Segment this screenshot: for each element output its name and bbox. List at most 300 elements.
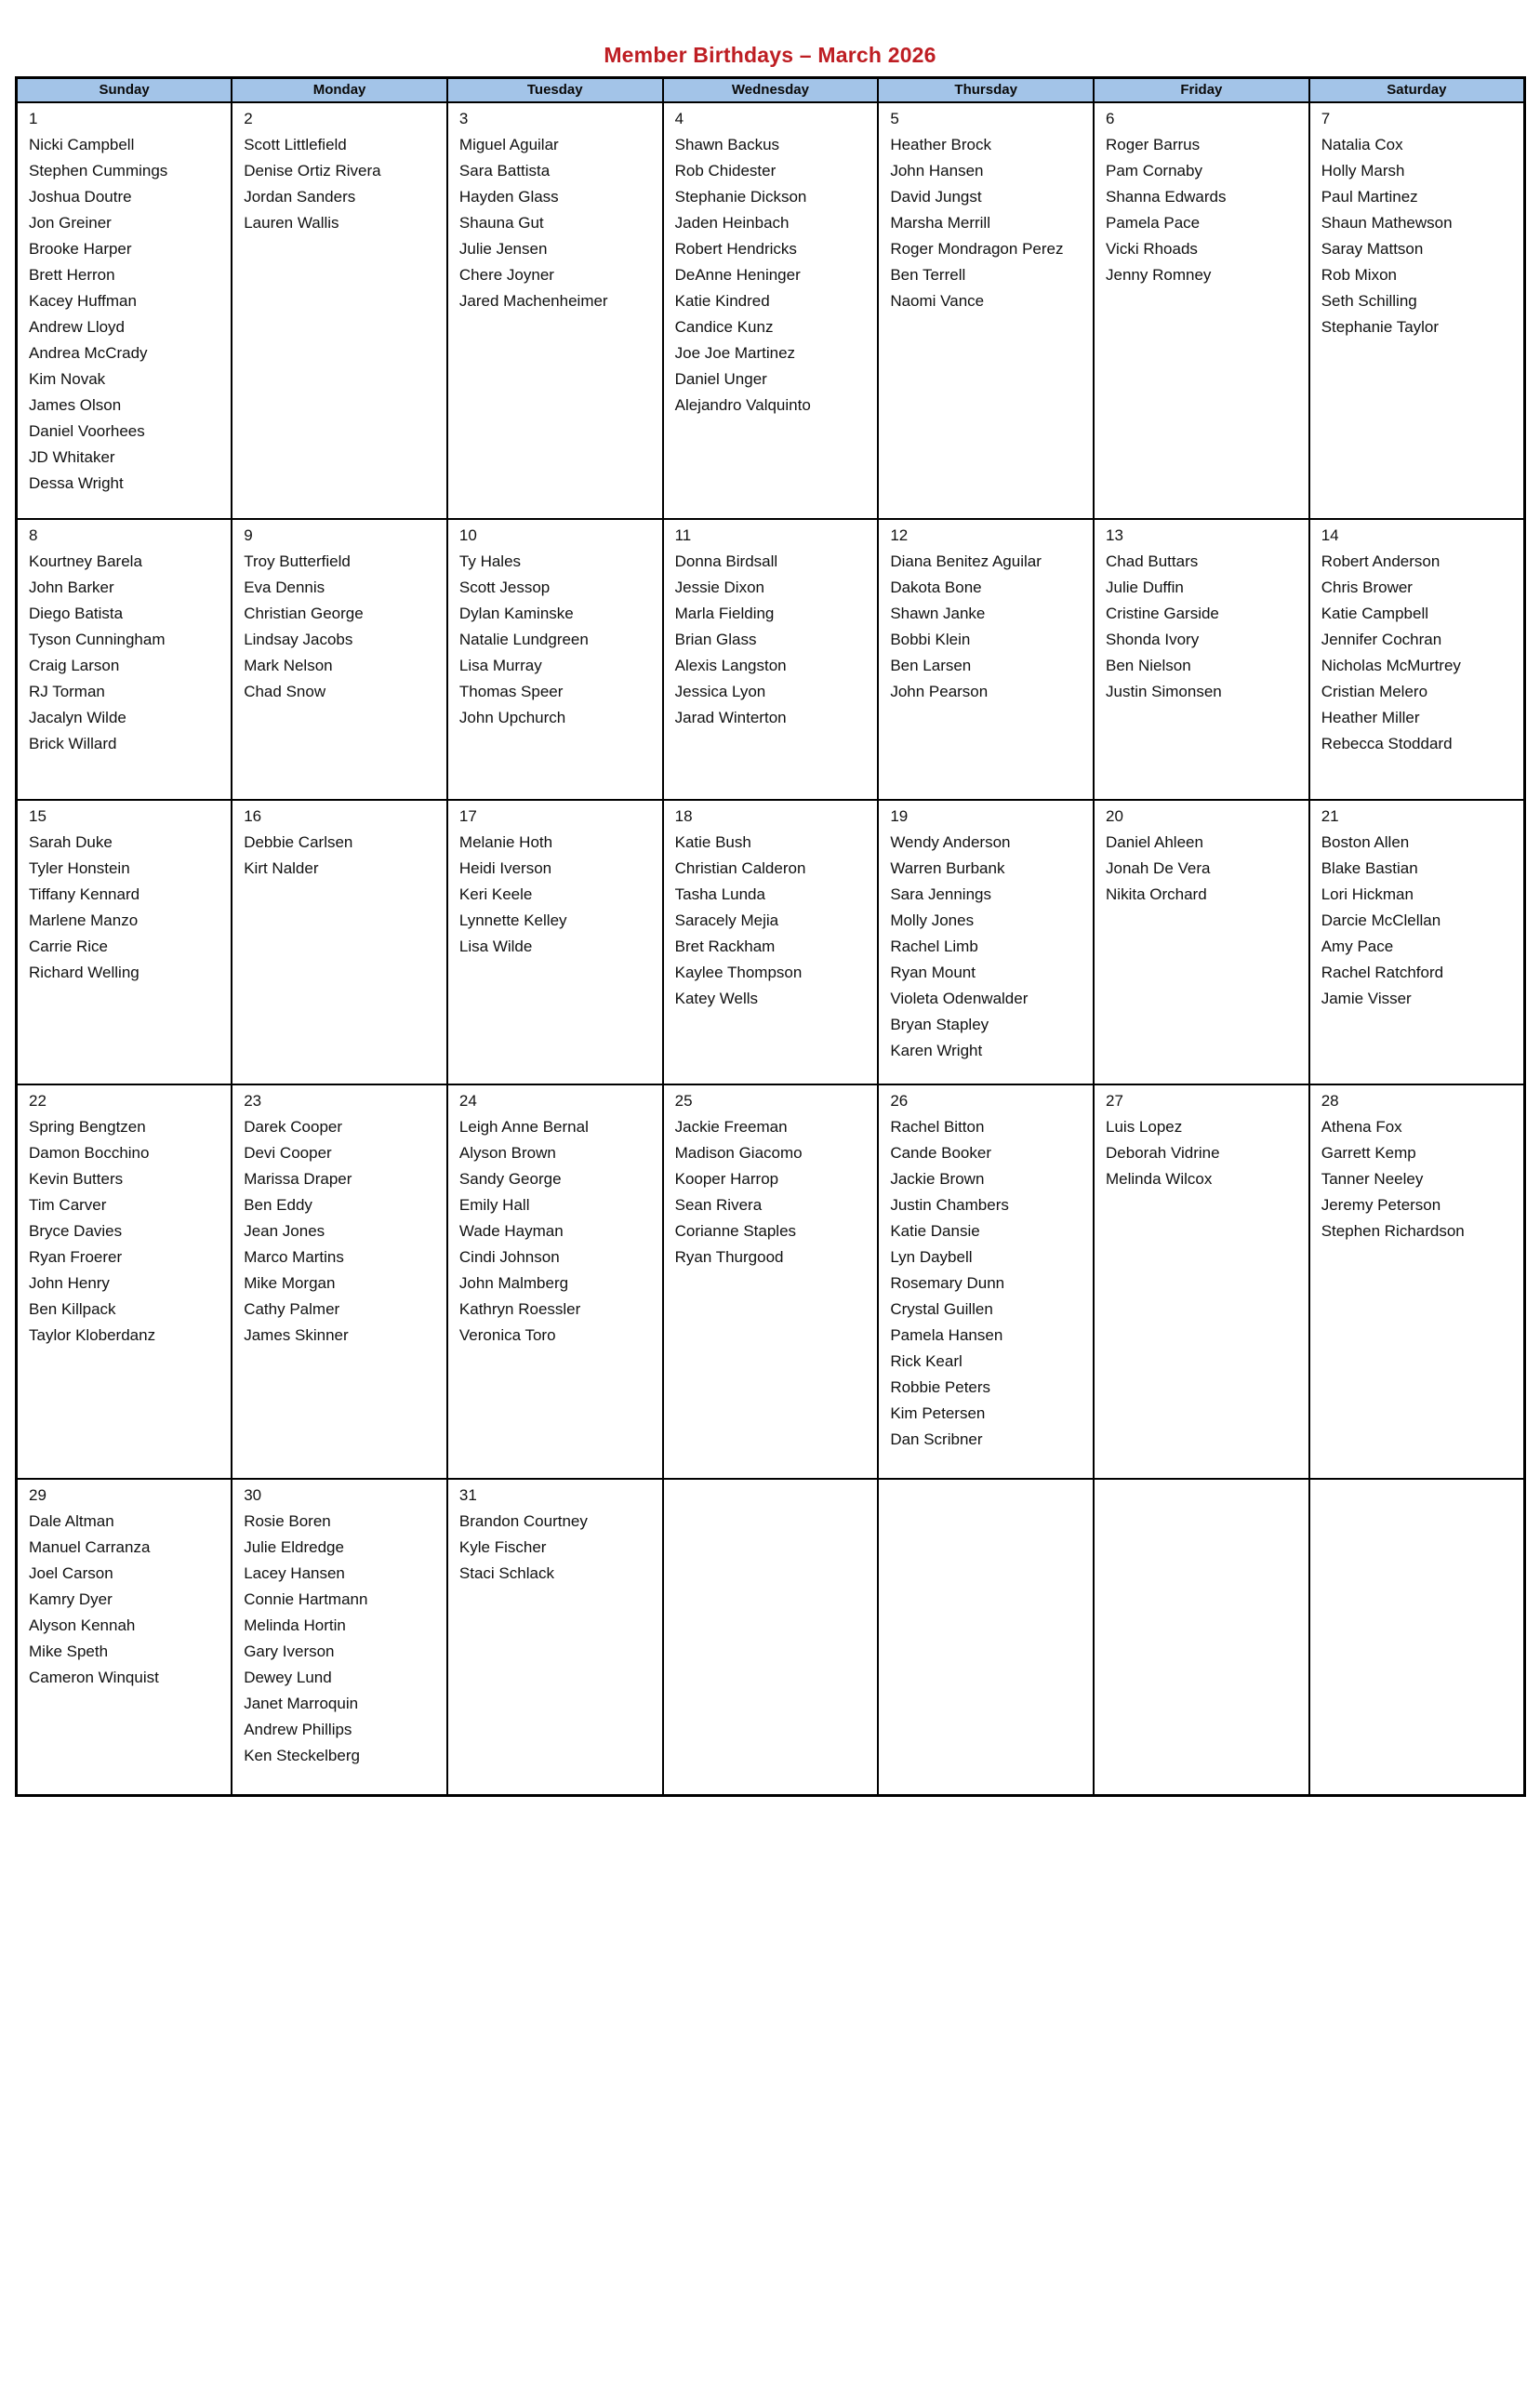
- member-name: Jeremy Peterson: [1321, 1195, 1441, 1214]
- member-name: Jaden Heinbach: [674, 213, 790, 232]
- member-name: Shanna Edwards: [1106, 187, 1227, 206]
- member-name: Stephen Cummings: [29, 161, 168, 180]
- calendar-cell-day-7: [1309, 102, 1525, 519]
- calendar-body: [17, 102, 1525, 1796]
- day-number: 2: [244, 109, 253, 127]
- member-name: DeAnne Heninger: [674, 265, 801, 284]
- weekday-header-friday: Friday: [1094, 78, 1309, 102]
- member-name: Dakota Bone: [890, 578, 982, 596]
- member-name: Ryan Thurgood: [674, 1247, 784, 1266]
- member-name: Devi Cooper: [244, 1143, 332, 1162]
- member-name: Bret Rackham: [674, 937, 776, 955]
- member-name: Taylor Kloberdanz: [29, 1325, 156, 1344]
- member-name: Carrie Rice: [29, 937, 109, 955]
- member-name: Daniel Unger: [674, 369, 767, 388]
- member-name: John Barker: [29, 578, 114, 596]
- day-number: 7: [1321, 109, 1331, 127]
- member-name: Melinda Wilcox: [1106, 1169, 1213, 1188]
- member-name: Chad Snow: [244, 682, 326, 700]
- day-number: 27: [1106, 1091, 1123, 1110]
- day-number: 11: [674, 525, 692, 544]
- calendar-cell-day-29: [17, 1479, 232, 1796]
- member-name: Brett Herron: [29, 265, 115, 284]
- calendar-cell-day-13: [1094, 519, 1309, 800]
- member-name: Rachel Limb: [890, 937, 978, 955]
- member-name: Spring Bengtzen: [29, 1117, 146, 1136]
- day-number: 13: [1106, 525, 1123, 544]
- week-row: [17, 800, 1525, 1084]
- calendar-cell-day-12: [878, 519, 1094, 800]
- day-number: 8: [29, 525, 38, 544]
- member-name: Jordan Sanders: [244, 187, 356, 206]
- member-name: Garrett Kemp: [1321, 1143, 1416, 1162]
- member-name: Daniel Voorhees: [29, 421, 145, 440]
- calendar-cell-empty: [878, 1479, 1094, 1796]
- member-name: Joe Joe Martinez: [674, 343, 796, 362]
- member-name: Paul Martinez: [1321, 187, 1418, 206]
- member-name: Shauna Gut: [458, 213, 544, 232]
- member-name: Brooke Harper: [29, 239, 132, 258]
- member-name: Roger Barrus: [1106, 135, 1201, 153]
- member-name: Vicki Rhoads: [1106, 239, 1198, 258]
- member-name: Katie Campbell: [1321, 604, 1428, 622]
- member-name: Andrew Lloyd: [29, 317, 126, 336]
- member-name: Cameron Winquist: [29, 1668, 159, 1686]
- calendar-cell-day-5: [878, 102, 1094, 519]
- member-name: Stephanie Taylor: [1321, 317, 1440, 336]
- member-name: Deborah Vidrine: [1106, 1143, 1220, 1162]
- member-name: Natalie Lundgreen: [458, 630, 589, 648]
- member-name: Julie Duffin: [1106, 578, 1184, 596]
- member-name: Athena Fox: [1321, 1117, 1402, 1136]
- member-name: Natalia Cox: [1321, 135, 1403, 153]
- member-name: Shawn Backus: [674, 135, 780, 153]
- day-number: 1: [29, 109, 38, 127]
- day-number: 25: [674, 1091, 693, 1110]
- member-name: Ben Terrell: [890, 265, 966, 284]
- member-name: Katie Dansie: [890, 1221, 980, 1240]
- member-name: Naomi Vance: [890, 291, 985, 310]
- member-name: Chere Joyner: [458, 265, 554, 284]
- calendar-cell-day-24: [447, 1084, 663, 1479]
- member-name: Jenny Romney: [1106, 265, 1212, 284]
- member-name: Christian Calderon: [674, 858, 806, 877]
- member-name: Ryan Froerer: [29, 1247, 123, 1266]
- member-name: Cristine Garside: [1106, 604, 1219, 622]
- member-name: Kourtney Barela: [29, 552, 142, 570]
- day-number: 30: [244, 1485, 262, 1504]
- member-name: Heather Miller: [1321, 708, 1420, 726]
- member-name: Marlene Manzo: [29, 911, 139, 929]
- member-name: Pamela Hansen: [890, 1325, 1003, 1344]
- member-name: Brian Glass: [674, 630, 757, 648]
- member-name: Julie Eldredge: [244, 1537, 344, 1556]
- member-name: Bryce Davies: [29, 1221, 123, 1240]
- calendar-cell-empty: [663, 1479, 879, 1796]
- calendar-cell-day-2: [232, 102, 447, 519]
- member-name: Joshua Doutre: [29, 187, 132, 206]
- week-row: [17, 519, 1525, 800]
- member-name: Stephanie Dickson: [674, 187, 807, 206]
- member-name: Troy Butterfield: [244, 552, 351, 570]
- birthday-calendar-table: [15, 76, 1526, 1797]
- member-name: Marla Fielding: [674, 604, 775, 622]
- day-number: 26: [890, 1091, 909, 1110]
- member-name: Richard Welling: [29, 963, 139, 981]
- member-name: Robbie Peters: [890, 1377, 991, 1396]
- weekday-header-tuesday: Tuesday: [447, 78, 663, 102]
- member-name: Alyson Kennah: [29, 1616, 136, 1634]
- week-row: [17, 102, 1525, 519]
- member-name: Cindi Johnson: [458, 1247, 560, 1266]
- member-name: Ken Steckelberg: [244, 1746, 360, 1764]
- day-number: 19: [890, 806, 909, 825]
- member-name: Rachel Ratchford: [1321, 963, 1444, 981]
- week-row: [17, 1084, 1525, 1479]
- calendar-cell-day-30: [232, 1479, 447, 1796]
- member-name: Shonda Ivory: [1106, 630, 1200, 648]
- member-name: Staci Schlack: [458, 1563, 554, 1582]
- member-name: Katey Wells: [674, 989, 759, 1007]
- member-name: John Hansen: [890, 161, 984, 180]
- member-name: Alyson Brown: [458, 1143, 556, 1162]
- member-name: Crystal Guillen: [890, 1299, 993, 1318]
- member-name: Sara Jennings: [890, 885, 991, 903]
- weekday-header-wednesday: Wednesday: [663, 78, 879, 102]
- day-number: 22: [29, 1091, 46, 1110]
- member-name: John Malmberg: [458, 1273, 569, 1292]
- member-name: Blake Bastian: [1321, 858, 1418, 877]
- member-name: Dessa Wright: [29, 473, 124, 492]
- member-name: Sarah Duke: [29, 832, 113, 851]
- calendar-cell-day-31: [447, 1479, 663, 1796]
- calendar-cell-day-19: [878, 800, 1094, 1084]
- calendar-cell-empty: [1094, 1479, 1309, 1796]
- member-name: Rob Chidester: [674, 161, 777, 180]
- member-name: Jon Greiner: [29, 213, 112, 232]
- member-name: Rosemary Dunn: [890, 1273, 1005, 1292]
- member-name: Lyn Daybell: [890, 1247, 973, 1266]
- member-name: Sean Rivera: [674, 1195, 763, 1214]
- week-row: [17, 1479, 1525, 1796]
- member-name: Mike Speth: [29, 1642, 109, 1660]
- member-name: Diana Benitez Aguilar: [890, 552, 1042, 570]
- calendar-cell-day-15: [17, 800, 232, 1084]
- member-name: RJ Torman: [29, 682, 105, 700]
- member-name: James Olson: [29, 395, 122, 414]
- member-name: Lynnette Kelley: [458, 911, 567, 929]
- day-number: 4: [674, 109, 684, 127]
- member-name: Kyle Fischer: [458, 1537, 547, 1556]
- member-name: Lindsay Jacobs: [244, 630, 353, 648]
- member-name: Kim Petersen: [890, 1403, 986, 1422]
- day-number: 23: [244, 1091, 262, 1110]
- member-name: Thomas Speer: [458, 682, 564, 700]
- calendar-cell-day-10: [447, 519, 663, 800]
- calendar-cell-day-18: [663, 800, 879, 1084]
- member-name: Katie Kindred: [674, 291, 770, 310]
- day-number: 3: [458, 109, 469, 127]
- calendar-cell-day-14: [1309, 519, 1525, 800]
- day-number: 29: [29, 1485, 46, 1504]
- member-name: Marco Martins: [244, 1247, 344, 1266]
- member-name: Rob Mixon: [1321, 265, 1397, 284]
- member-name: Robert Anderson: [1321, 552, 1440, 570]
- member-name: Wendy Anderson: [890, 832, 1011, 851]
- member-name: Kacey Huffman: [29, 291, 137, 310]
- member-name: Lisa Murray: [458, 656, 542, 674]
- member-name: Corianne Staples: [674, 1221, 797, 1240]
- member-name: Craig Larson: [29, 656, 120, 674]
- member-name: Roger Mondragon Perez: [890, 239, 1064, 258]
- member-name: Damon Bocchino: [29, 1143, 150, 1162]
- member-name: Tyler Honstein: [29, 858, 130, 877]
- weekday-header-monday: Monday: [232, 78, 447, 102]
- member-name: Gary Iverson: [244, 1642, 335, 1660]
- day-number: 10: [458, 525, 477, 544]
- member-name: Dewey Lund: [244, 1668, 332, 1686]
- member-name: Boston Allen: [1321, 832, 1410, 851]
- member-name: Madison Giacomo: [674, 1143, 803, 1162]
- member-name: John Pearson: [890, 682, 989, 700]
- member-name: Emily Hall: [458, 1195, 530, 1214]
- weekday-header-saturday: Saturday: [1309, 78, 1525, 102]
- member-name: Warren Burbank: [890, 858, 1005, 877]
- day-number: 21: [1321, 806, 1339, 825]
- member-name: Violeta Odenwalder: [890, 989, 1029, 1007]
- member-name: Cathy Palmer: [244, 1299, 340, 1318]
- calendar-cell-day-25: [663, 1084, 879, 1479]
- member-name: Holly Marsh: [1321, 161, 1405, 180]
- member-name: Jonah De Vera: [1106, 858, 1211, 877]
- member-name: Melinda Hortin: [244, 1616, 346, 1634]
- member-name: Ty Hales: [458, 552, 522, 570]
- member-name: Ben Nielson: [1106, 656, 1191, 674]
- member-name: Amy Pace: [1321, 937, 1394, 955]
- member-name: Alejandro Valquinto: [674, 395, 811, 414]
- day-number: 17: [458, 806, 477, 825]
- member-name: Tiffany Kennard: [29, 885, 140, 903]
- member-name: Kim Novak: [29, 369, 106, 388]
- calendar-cell-day-4: [663, 102, 879, 519]
- member-name: Ryan Mount: [890, 963, 976, 981]
- member-name: Stephen Richardson: [1321, 1221, 1465, 1240]
- member-name: Keri Keele: [458, 885, 533, 903]
- member-name: Rebecca Stoddard: [1321, 734, 1453, 752]
- calendar-cell-day-28: [1309, 1084, 1525, 1479]
- member-name: Eva Dennis: [244, 578, 325, 596]
- member-name: Alexis Langston: [674, 656, 787, 674]
- member-name: Luis Lopez: [1106, 1117, 1183, 1136]
- member-name: Sara Battista: [458, 161, 551, 180]
- day-number: 6: [1106, 109, 1115, 127]
- member-name: Joel Carson: [29, 1563, 113, 1582]
- weekday-header-thursday: Thursday: [878, 78, 1094, 102]
- member-name: JD Whitaker: [29, 447, 115, 466]
- calendar-cell-day-16: [232, 800, 447, 1084]
- member-name: Jennifer Cochran: [1321, 630, 1442, 648]
- member-name: Dan Scribner: [890, 1430, 983, 1448]
- member-name: Molly Jones: [890, 911, 975, 929]
- member-name: Lacey Hansen: [244, 1563, 345, 1582]
- calendar-cell-day-11: [663, 519, 879, 800]
- calendar-cell-empty: [1309, 1479, 1525, 1796]
- member-name: Melanie Hoth: [458, 832, 553, 851]
- member-name: James Skinner: [244, 1325, 349, 1344]
- member-name: Janet Marroquin: [244, 1694, 359, 1712]
- member-name: Chad Buttars: [1106, 552, 1199, 570]
- calendar-cell-day-9: [232, 519, 447, 800]
- member-name: Seth Schilling: [1321, 291, 1417, 310]
- member-name: Donna Birdsall: [674, 552, 778, 570]
- member-name: Heidi Iverson: [458, 858, 552, 877]
- member-name: Pam Cornaby: [1106, 161, 1202, 180]
- member-name: Lauren Wallis: [244, 213, 339, 232]
- member-name: Ben Eddy: [244, 1195, 312, 1214]
- calendar-cell-day-6: [1094, 102, 1309, 519]
- member-name: Tanner Neeley: [1321, 1169, 1424, 1188]
- member-name: Bobbi Klein: [890, 630, 971, 648]
- calendar-cell-day-20: [1094, 800, 1309, 1084]
- member-name: Darek Cooper: [244, 1117, 343, 1136]
- member-name: Hayden Glass: [458, 187, 559, 206]
- member-name: Miguel Aguilar: [458, 135, 559, 153]
- calendar-cell-day-26: [878, 1084, 1094, 1479]
- member-name: Debbie Carlsen: [244, 832, 353, 851]
- calendar-cell-day-21: [1309, 800, 1525, 1084]
- member-name: Connie Hartmann: [244, 1590, 368, 1608]
- member-name: Cande Booker: [890, 1143, 991, 1162]
- member-name: Cristian Melero: [1321, 682, 1428, 700]
- member-name: Shawn Janke: [890, 604, 986, 622]
- calendar-cell-day-1: [17, 102, 232, 519]
- day-number: 12: [890, 525, 909, 544]
- member-name: Chris Brower: [1321, 578, 1413, 596]
- member-name: Katie Bush: [674, 832, 751, 851]
- member-name: Scott Littlefield: [244, 135, 347, 153]
- member-name: Brick Willard: [29, 734, 117, 752]
- member-name: Heather Brock: [890, 135, 991, 153]
- member-name: John Henry: [29, 1273, 110, 1292]
- member-name: Rachel Bitton: [890, 1117, 985, 1136]
- day-number: 24: [458, 1091, 477, 1110]
- member-name: Daniel Ahleen: [1106, 832, 1203, 851]
- member-name: Ben Larsen: [890, 656, 972, 674]
- member-name: Shaun Mathewson: [1321, 213, 1453, 232]
- member-name: Tim Carver: [29, 1195, 107, 1214]
- member-name: Jackie Freeman: [674, 1117, 788, 1136]
- calendar-cell-day-23: [232, 1084, 447, 1479]
- member-name: Darcie McClellan: [1321, 911, 1441, 929]
- member-name: Julie Jensen: [458, 239, 548, 258]
- member-name: Wade Hayman: [458, 1221, 564, 1240]
- calendar-cell-day-8: [17, 519, 232, 800]
- day-number: 20: [1106, 806, 1123, 825]
- day-number: 9: [244, 525, 253, 544]
- day-number: 5: [890, 109, 899, 127]
- day-number: 28: [1321, 1091, 1339, 1110]
- member-name: Candice Kunz: [674, 317, 774, 336]
- day-number: 31: [458, 1485, 477, 1504]
- member-name: Jacalyn Wilde: [29, 708, 126, 726]
- member-name: Kooper Harrop: [674, 1169, 779, 1188]
- member-name: Rick Kearl: [890, 1351, 962, 1370]
- member-name: Andrea McCrady: [29, 343, 148, 362]
- member-name: Christian George: [244, 604, 364, 622]
- member-name: Lisa Wilde: [458, 937, 533, 955]
- weekday-header-row: [17, 78, 1525, 102]
- weekday-header-sunday: Sunday: [17, 78, 232, 102]
- member-name: Jarad Winterton: [674, 708, 787, 726]
- member-name: Ben Killpack: [29, 1299, 116, 1318]
- day-number: 14: [1321, 525, 1339, 544]
- member-name: Robert Hendricks: [674, 239, 797, 258]
- member-name: Sandy George: [458, 1169, 562, 1188]
- member-name: Dale Altman: [29, 1511, 114, 1530]
- member-name: Scott Jessop: [458, 578, 551, 596]
- member-name: Kaylee Thompson: [674, 963, 803, 981]
- member-name: Jackie Brown: [890, 1169, 985, 1188]
- page-title: Member Birthdays – March 2026: [604, 43, 936, 67]
- member-name: Rosie Boren: [244, 1511, 331, 1530]
- member-name: Jessica Lyon: [674, 682, 766, 700]
- member-name: Tasha Lunda: [674, 885, 765, 903]
- member-name: David Jungst: [890, 187, 982, 206]
- member-name: Manuel Carranza: [29, 1537, 151, 1556]
- member-name: Pamela Pace: [1106, 213, 1201, 232]
- member-name: Mike Morgan: [244, 1273, 336, 1292]
- calendar-cell-day-22: [17, 1084, 232, 1479]
- member-name: Veronica Toro: [458, 1325, 556, 1344]
- member-name: Nicholas McMurtrey: [1321, 656, 1461, 674]
- member-name: John Upchurch: [458, 708, 566, 726]
- member-name: Jared Machenheimer: [458, 291, 608, 310]
- member-name: Kamry Dyer: [29, 1590, 113, 1608]
- member-name: Kathryn Roessler: [458, 1299, 581, 1318]
- member-name: Marsha Merrill: [890, 213, 990, 232]
- member-name: Kirt Nalder: [244, 858, 319, 877]
- calendar-cell-day-17: [447, 800, 663, 1084]
- member-name: Denise Ortiz Rivera: [244, 161, 381, 180]
- member-name: Andrew Phillips: [244, 1720, 352, 1738]
- calendar-cell-day-3: [447, 102, 663, 519]
- member-name: Diego Batista: [29, 604, 124, 622]
- member-name: Jamie Visser: [1321, 989, 1412, 1007]
- member-name: Justin Chambers: [890, 1195, 1009, 1214]
- member-name: Tyson Cunningham: [29, 630, 166, 648]
- member-name: Marissa Draper: [244, 1169, 352, 1188]
- member-name: Leigh Anne Bernal: [458, 1117, 589, 1136]
- member-name: Karen Wright: [890, 1041, 983, 1059]
- member-name: Justin Simonsen: [1106, 682, 1222, 700]
- member-name: Nikita Orchard: [1106, 885, 1207, 903]
- member-name: Jessie Dixon: [674, 578, 764, 596]
- member-name: Kevin Butters: [29, 1169, 124, 1188]
- calendar-cell-day-27: [1094, 1084, 1309, 1479]
- member-name: Bryan Stapley: [890, 1015, 989, 1033]
- member-name: Jean Jones: [244, 1221, 325, 1240]
- member-name: Mark Nelson: [244, 656, 333, 674]
- member-name: Saracely Mejia: [674, 911, 779, 929]
- member-name: Dylan Kaminske: [458, 604, 574, 622]
- day-number: 15: [29, 806, 46, 825]
- day-number: 16: [244, 806, 262, 825]
- member-name: Lori Hickman: [1321, 885, 1414, 903]
- member-name: Saray Mattson: [1321, 239, 1424, 258]
- day-number: 18: [674, 806, 693, 825]
- member-name: Nicki Campbell: [29, 135, 135, 153]
- member-name: Brandon Courtney: [458, 1511, 588, 1530]
